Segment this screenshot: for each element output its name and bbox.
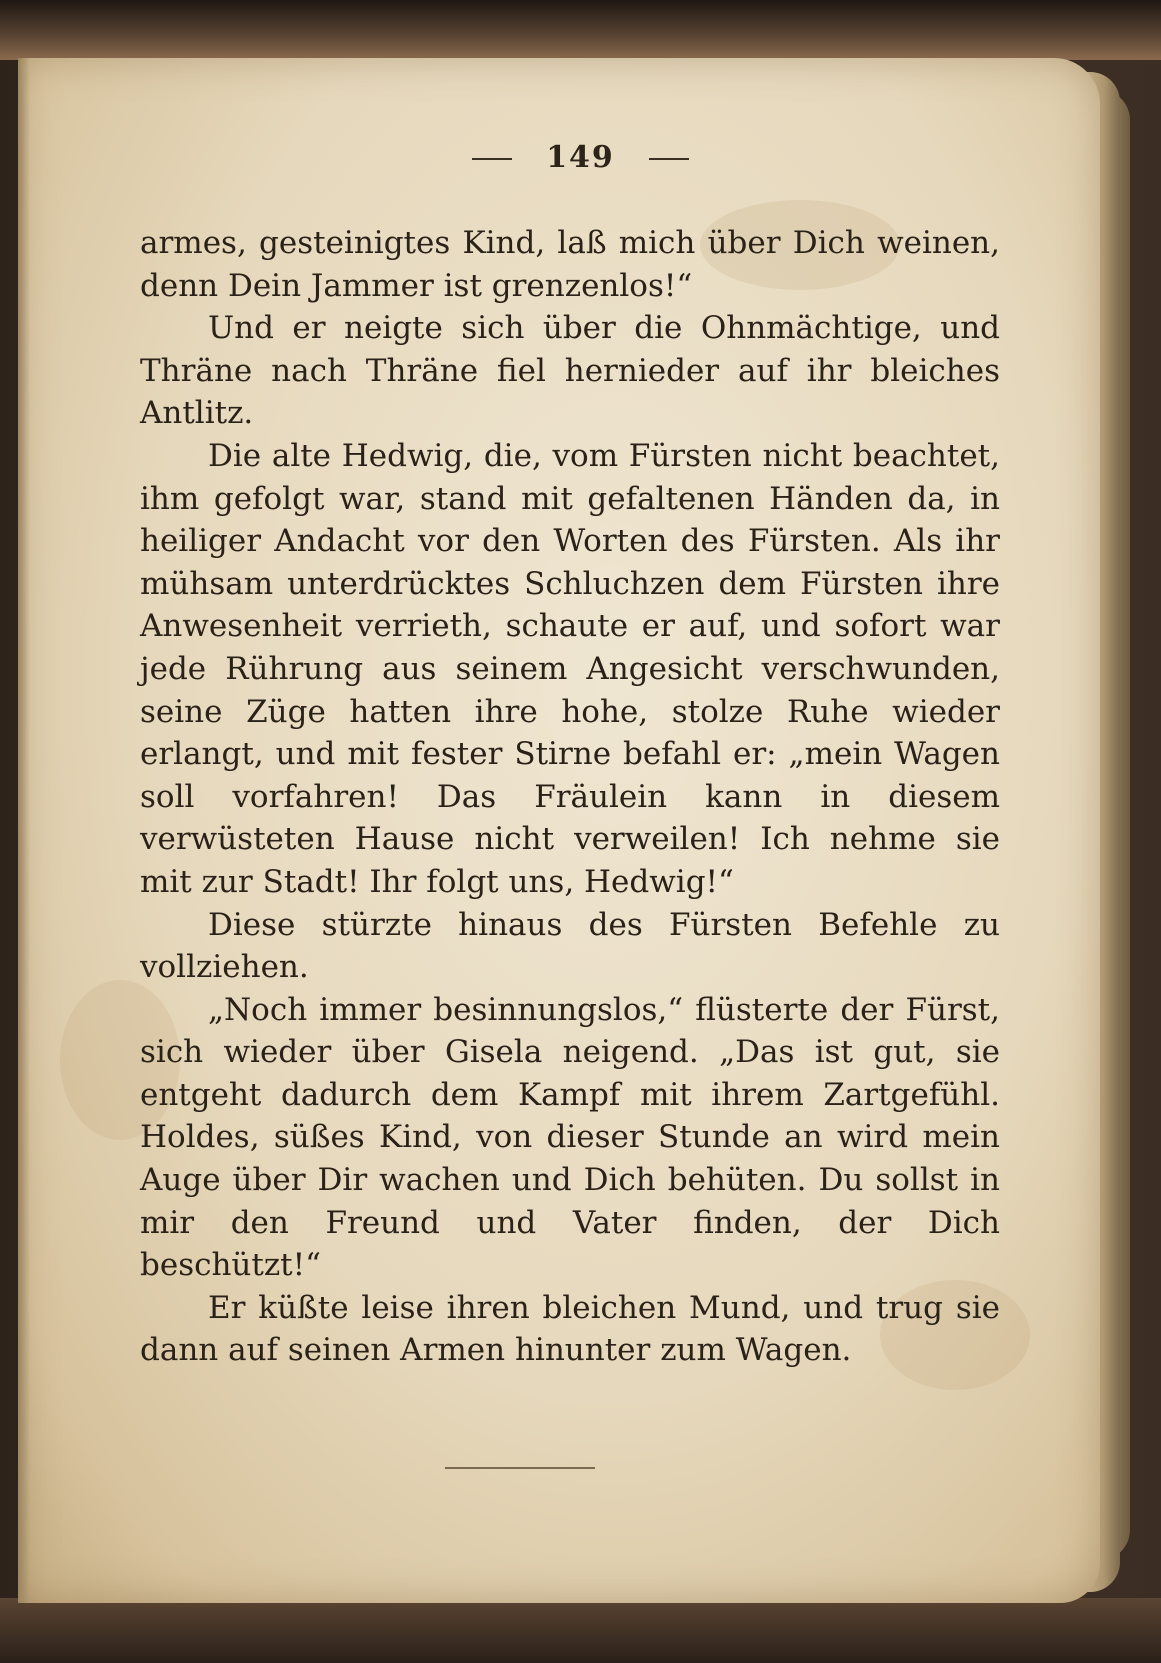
header-dash [472,158,512,160]
cover-top-edge [0,0,1161,60]
paragraph: Und er neigte sich über die Ohnmächtige, und Thräne nach Thräne fiel hernieder auf ihr bleiches Antlitz. [140,310,1000,432]
paragraph: Diese stürzte hinaus des Fürsten Befehle zu vollziehen. [140,906,1000,986]
page-gutter [18,58,30,1603]
end-rule [445,1467,595,1469]
paragraph: „Noch immer besinnungslos,“ flüsterte der Fürst, sich wieder über Gisela neigend. „Das ist gut, sie entgeht dadurch dem Kampf mit ihrem Zartgefühl. Holdes, süßes Kind, von dieser Stunde an wird mein Auge über Dir wachen und Dich behüten. Du sollst in mir den Freund und Vater finden, der Dich beschützt!“ [140,991,1000,1284]
page-header [0,140,1161,175]
page-number: 149 [546,140,615,175]
header-dash [649,158,689,160]
cover-bottom-edge [0,1598,1161,1663]
paragraph: armes, gesteinigtes Kind, laß mich über Dich weinen, denn Dein Jammer ist grenzenlos!“ [140,225,1000,304]
page-text [140,222,1000,1372]
paragraph: Die alte Hedwig, die, vom Fürsten nicht beachtet, ihm gefolgt war, stand mit gefaltenen Händen da, in heiliger Andacht vor den Worten des Fürsten. Als ihr mühsam unterdrücktes Schluchzen dem Fürsten ihre Anwesenheit verrieth, schaute er auf, und sofort war jede Rührung aus seinem Angesicht verschwunden, seine Züge hatten ihre hohe, stolze Ruhe wieder erlangt, und mit fester Stirne befahl er: „mein Wagen soll vorfahren! Das Fräulein kann in diesem verwüsteten Hause nicht verweilen! Ich nehme sie mit zur Stadt! Ihr folgt uns, Hedwig!“ [140,437,1000,900]
paragraph: Er küßte leise ihren bleichen Mund, und trug sie dann auf seinen Armen hinunter zum Wagen. [140,1289,1000,1369]
